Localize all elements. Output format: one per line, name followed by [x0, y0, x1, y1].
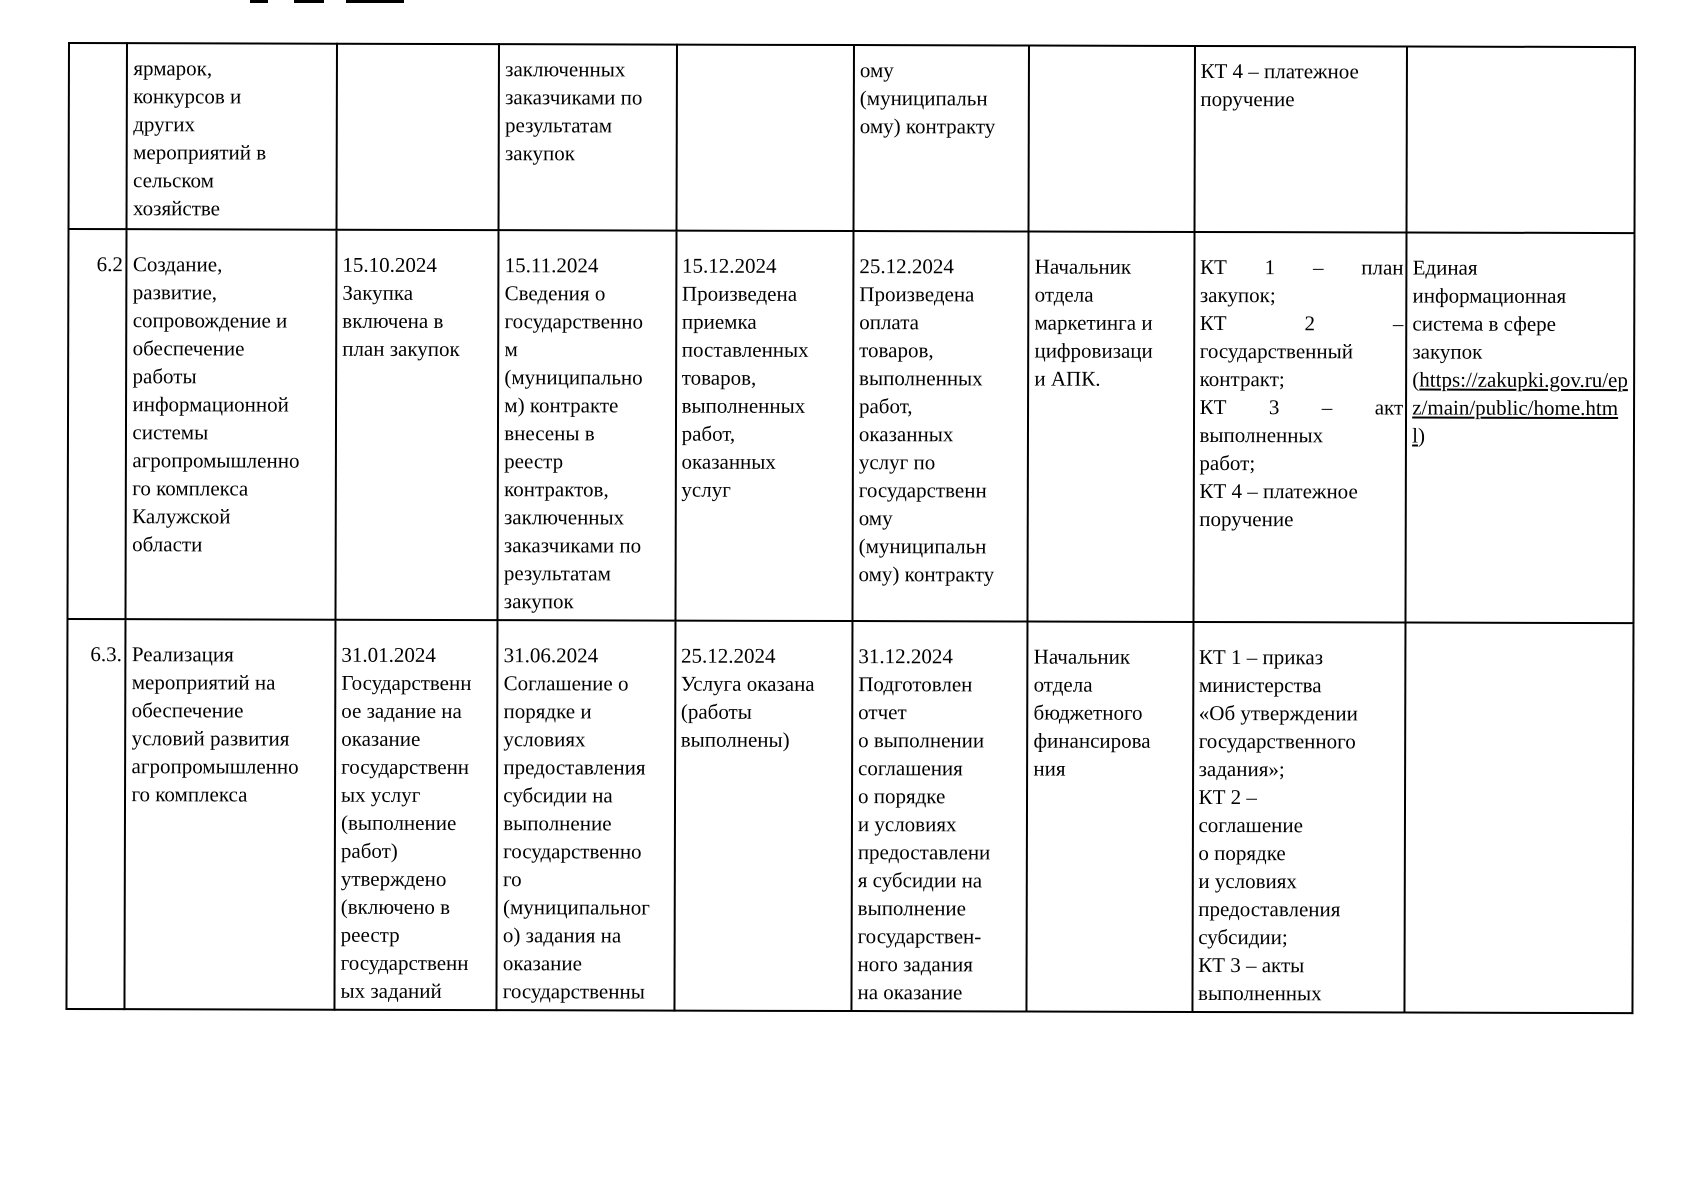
kt-line: [1200, 393, 1404, 422]
kt-text: закупок;: [1199, 282, 1276, 308]
acceptance-control-point-cell: 25.12.2024 Услуга оказана (работы выполнены): [674, 621, 852, 1011]
control-points-docs-cell: [1193, 232, 1407, 623]
kt-text: государственный контракт;: [1199, 338, 1354, 392]
kt-text: акт: [1374, 395, 1404, 420]
registry-control-point-cell: 15.11.2024 Сведения о государственно м (муниципально м) контракте внесены в реестр контрактов, заключенных заказчиками по результатам закупок: [498, 230, 676, 620]
kt-text: 3: [1268, 395, 1280, 420]
acceptance-control-point-cell: 15.12.2024 Произведена приемка поставленных товаров, выполненных работ, оказанных услуг: [675, 231, 853, 621]
registry-control-point-cell: 31.06.2024 Соглашение о порядке и условиях предоставления субсидии на выполнение государственно го (муниципальног о) задания на оказание государственны: [497, 620, 675, 1010]
info-source-cell: [1407, 47, 1635, 234]
kt-line: [1200, 309, 1404, 338]
start-control-point-cell: 15.10.2024 Закупка включена в план закупок: [336, 230, 499, 620]
activity-name-cell: Реализация мероприятий на обеспечение условий развития агропромышленно го комплекса: [125, 619, 336, 1010]
row-number-cell: [69, 43, 128, 229]
payment-control-point-cell: ому (муниципальн ому) контракту: [853, 45, 1029, 231]
payment-control-point-cell: 25.12.2024 Произведена оплата товаров, выполненных работ, оказанных услуг по государственн ому (муниципальн ому) контракту: [852, 231, 1028, 621]
acceptance-control-point-cell: [676, 45, 854, 231]
responsible-person-cell: Начальник отдела маркетинга и цифровизаци и АПК.: [1028, 232, 1194, 622]
source-text: Единая информационная система в сфере закупок (: [1412, 255, 1567, 392]
start-control-point-cell: 31.01.2024 Государственн ое задание на оказание государственн ых услуг (выполнение работ) утверждено (включено в реестр государственн ых заданий: [334, 620, 497, 1010]
row-number-cell: 6.2: [67, 229, 126, 619]
responsible-person-cell: [1029, 46, 1195, 232]
kt-text: КТ: [1199, 394, 1227, 420]
start-control-point-cell: [337, 44, 500, 230]
table-row: [66, 619, 1633, 1013]
activity-name-cell: Создание, развитие, сопровождение и обеспечение работы информационной системы агропромышленно го комплекса Калужской области: [126, 229, 337, 620]
kt-text: 2: [1304, 311, 1316, 336]
kt-text: план: [1361, 255, 1404, 280]
kt-line: [1200, 253, 1404, 282]
top-edge-marks: [250, 0, 450, 3]
kt-text: выполненных работ; КТ 4 – платежное поручение: [1199, 422, 1358, 532]
kt-text: КТ: [1199, 254, 1227, 280]
control-points-docs-cell: КТ 4 – платежное поручение: [1194, 46, 1407, 233]
registry-control-point-cell: заключенных заказчиками по результатам закупок: [499, 44, 677, 230]
payment-control-point-cell: 31.12.2024 Подготовлен отчет о выполнении соглашения о порядке и условиях предоставлени я субсидии на выполнение государствен- ного задания на оказание: [851, 621, 1027, 1011]
table-row: [67, 229, 1634, 623]
plan-table: [65, 42, 1636, 1014]
kt-text: –: [1312, 255, 1324, 280]
kt-text: –: [1392, 311, 1404, 336]
source-text: ): [1417, 423, 1426, 448]
responsible-person-cell: Начальник отдела бюджетного финансирова ния: [1027, 622, 1193, 1012]
activity-name-cell: ярмарок, конкурсов и других мероприятий в сельском хозяйстве: [127, 43, 337, 230]
kt-text: –: [1321, 395, 1333, 420]
row-number-cell: 6.3.: [66, 619, 125, 1009]
kt-text: 1: [1264, 255, 1276, 280]
zakupki-link[interactable]: https://zakupki.gov.ru/epz/main/public/home.html: [1412, 367, 1628, 448]
table-row: [69, 43, 1635, 233]
control-points-docs-cell: КТ 1 – приказ министерства «Об утверждении государственного задания»; КТ 2 – соглашение о порядке и условиях предоставления субсидии; КТ 3 – акты выполненных: [1192, 622, 1406, 1013]
info-source-cell: [1406, 233, 1635, 624]
info-source-cell: [1405, 623, 1634, 1014]
kt-text: КТ: [1199, 310, 1227, 336]
